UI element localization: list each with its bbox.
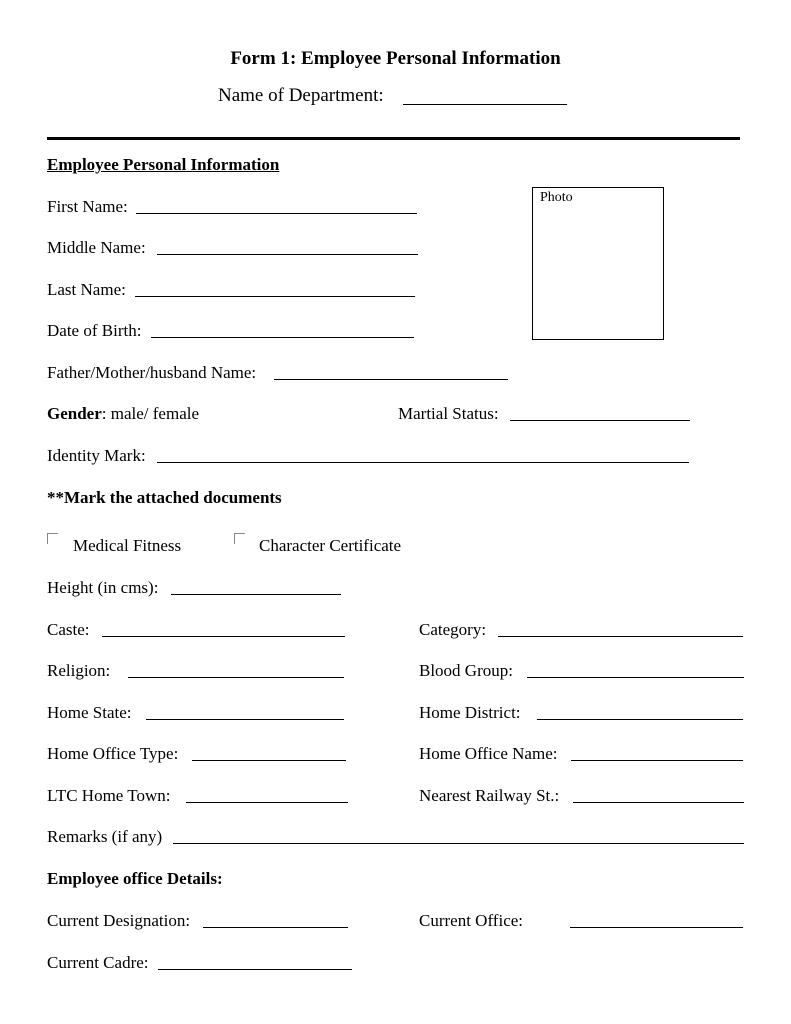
remarks-field[interactable] [173, 843, 744, 844]
caste-field[interactable] [102, 636, 345, 637]
home-district-field[interactable] [537, 719, 743, 720]
guardian-name-field[interactable] [274, 379, 508, 380]
last-name-label: Last Name: [47, 280, 126, 299]
middle-name-field[interactable] [157, 254, 418, 255]
religion-label: Religion: [47, 661, 111, 680]
department-label: Name of Department: [218, 85, 384, 106]
current-office-label: Current Office: [419, 911, 524, 930]
home-state-field[interactable] [146, 719, 344, 720]
character-certificate-label: Character Certificate [259, 536, 402, 555]
character-certificate-checkbox[interactable] [234, 533, 245, 544]
header-divider [47, 137, 740, 140]
last-name-field[interactable] [135, 296, 415, 297]
section-office-heading: Employee office Details: [47, 869, 223, 888]
category-label: Category: [419, 620, 487, 639]
identity-mark-field[interactable] [157, 462, 689, 463]
marital-status-label: Martial Status: [398, 404, 499, 423]
form-title: Form 1: Employee Personal Information [230, 48, 561, 69]
dob-label: Date of Birth: [47, 321, 142, 340]
middle-name-label: Middle Name: [47, 238, 146, 257]
category-field[interactable] [498, 636, 743, 637]
current-office-field[interactable] [570, 927, 743, 928]
caste-label: Caste: [47, 620, 90, 639]
home-state-label: Home State: [47, 703, 132, 722]
remarks-label: Remarks (if any) [47, 827, 163, 846]
current-designation-field[interactable] [203, 927, 348, 928]
marital-status-field[interactable] [510, 420, 690, 421]
home-office-type-field[interactable] [192, 760, 346, 761]
section-personal-heading: Employee Personal Information [47, 155, 280, 174]
photo-label: Photo [540, 190, 573, 205]
photo-box[interactable] [532, 187, 664, 340]
medical-fitness-checkbox[interactable] [47, 533, 58, 544]
religion-field[interactable] [128, 677, 344, 678]
nearest-railway-label: Nearest Railway St.: [419, 786, 560, 805]
documents-heading: **Mark the attached documents [47, 488, 282, 507]
height-field[interactable] [171, 594, 341, 595]
home-district-label: Home District: [419, 703, 521, 722]
current-designation-label: Current Designation: [47, 911, 191, 930]
department-field[interactable] [403, 104, 567, 105]
height-label: Height (in cms): [47, 578, 159, 597]
gender-label: Gender [47, 404, 102, 423]
dob-field[interactable] [151, 337, 414, 338]
home-office-name-field[interactable] [571, 760, 743, 761]
home-office-type-label: Home Office Type: [47, 744, 179, 763]
medical-fitness-label: Medical Fitness [73, 536, 182, 555]
ltc-home-town-label: LTC Home Town: [47, 786, 171, 805]
home-office-name-label: Home Office Name: [419, 744, 558, 763]
blood-group-field[interactable] [527, 677, 744, 678]
guardian-name-label: Father/Mother/husband Name: [47, 363, 257, 382]
gender-row [47, 404, 199, 424]
first-name-field[interactable] [136, 213, 417, 214]
identity-mark-label: Identity Mark: [47, 446, 146, 465]
nearest-railway-field[interactable] [573, 802, 744, 803]
current-cadre-label: Current Cadre: [47, 953, 149, 972]
ltc-home-town-field[interactable] [186, 802, 348, 803]
current-cadre-field[interactable] [158, 969, 352, 970]
gender-options[interactable]: : male/ female [101, 404, 200, 423]
first-name-label: First Name: [47, 197, 128, 216]
blood-group-label: Blood Group: [419, 661, 513, 680]
